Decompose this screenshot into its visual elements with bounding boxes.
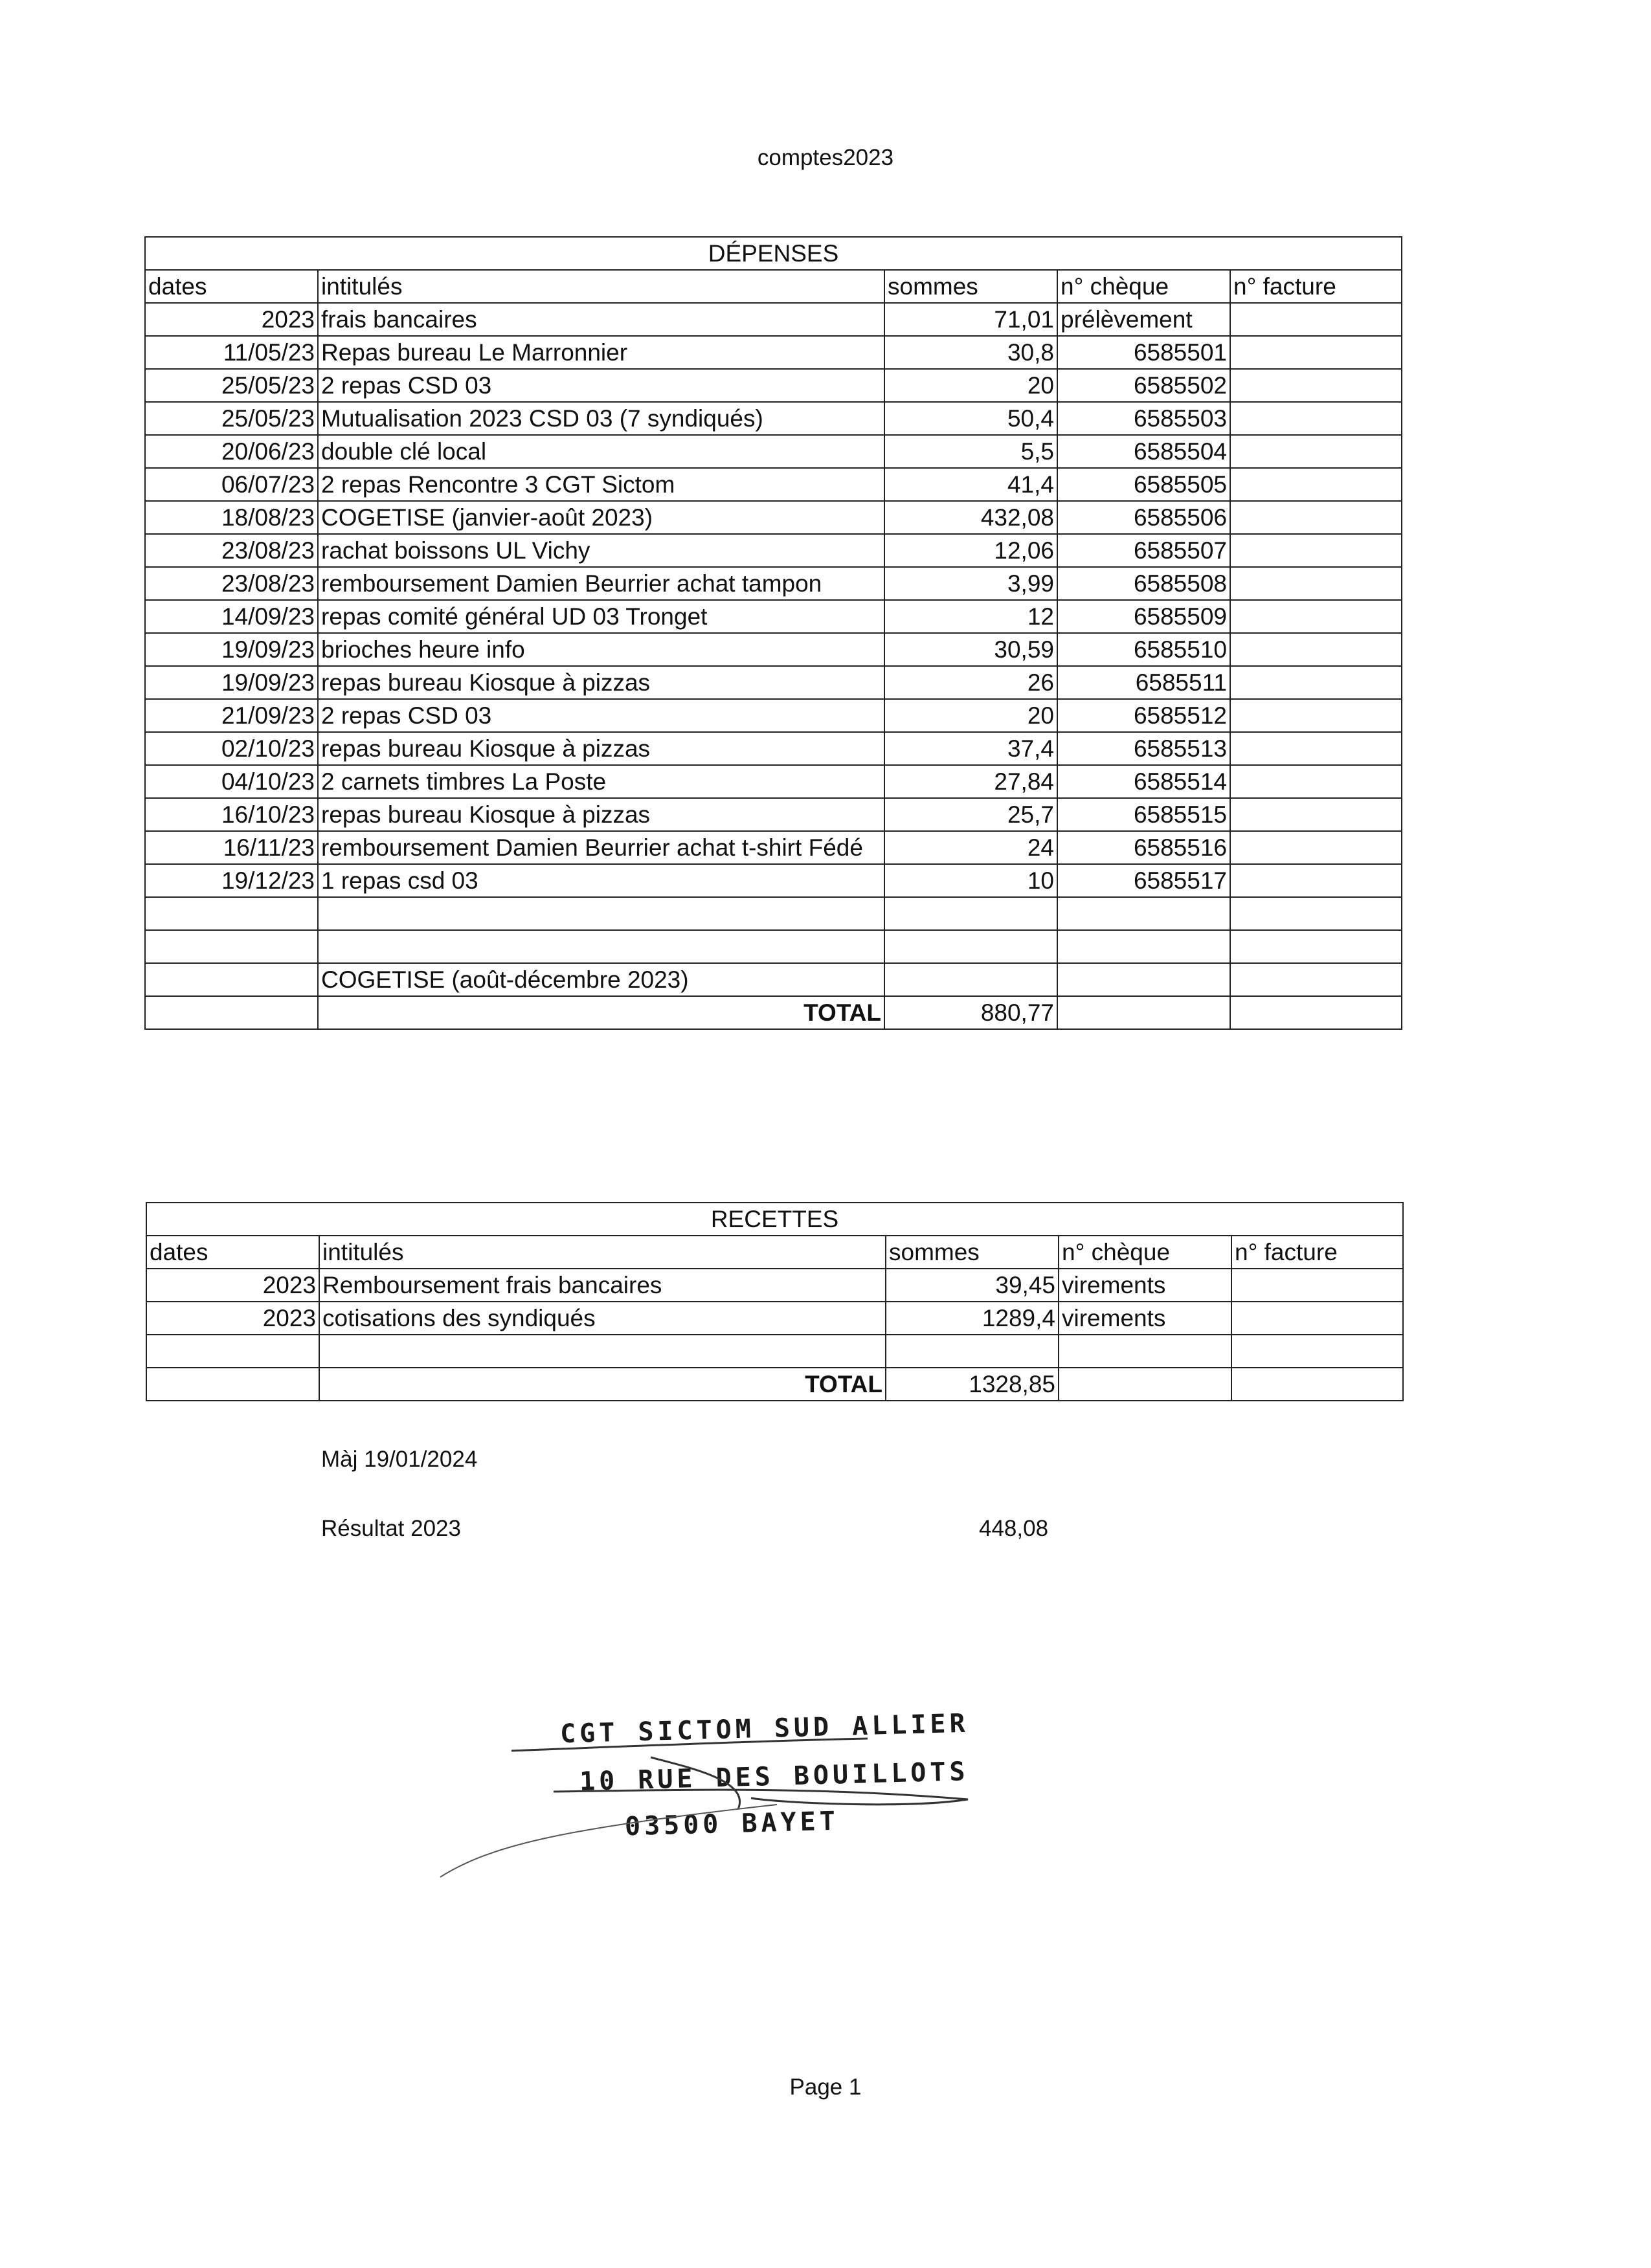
cell-cheque: 6585516 (1057, 831, 1230, 864)
cell-date: 14/09/23 (145, 600, 318, 633)
column-header-dates: dates (146, 1236, 319, 1269)
table-row (145, 666, 1402, 699)
column-header-amounts: sommes (884, 270, 1057, 303)
total-row (145, 996, 1402, 1029)
cell-invoice (1230, 699, 1402, 732)
cell-amount: 30,59 (884, 633, 1057, 666)
cell-amount: 24 (884, 831, 1057, 864)
cell-date: 21/09/23 (145, 699, 318, 732)
cell-cheque: virements (1059, 1302, 1231, 1335)
cell-invoice (1230, 732, 1402, 765)
table-row (145, 930, 1402, 963)
income-title-row (146, 1203, 1403, 1236)
table-row (145, 864, 1402, 897)
income-title: RECETTES (146, 1203, 1403, 1236)
cell-amount: 1289,4 (886, 1302, 1059, 1335)
cell-empty (1059, 1368, 1231, 1401)
cell-invoice (1230, 798, 1402, 831)
cell-date: 23/08/23 (145, 534, 318, 567)
cell-amount: 27,84 (884, 765, 1057, 798)
total-row (146, 1368, 1403, 1401)
cell-invoice (1230, 303, 1402, 336)
cell-date: 25/05/23 (145, 402, 318, 435)
cell-label (318, 930, 884, 963)
cell-invoice (1230, 600, 1402, 633)
cell-date: 23/08/23 (145, 567, 318, 600)
table-row (145, 765, 1402, 798)
cell-cheque: 6585505 (1057, 468, 1230, 501)
cell-cheque: 6585508 (1057, 567, 1230, 600)
cell-date: 16/11/23 (145, 831, 318, 864)
column-header-cheque: n° chèque (1057, 270, 1230, 303)
column-header-amounts: sommes (886, 1236, 1059, 1269)
cell-amount (884, 963, 1057, 996)
expenses-table (144, 236, 1402, 1030)
income-table (146, 1202, 1404, 1401)
cell-amount: 26 (884, 666, 1057, 699)
column-header-invoice: n° facture (1231, 1236, 1403, 1269)
cell-invoice (1230, 336, 1402, 369)
cell-cheque: 6585509 (1057, 600, 1230, 633)
table-row (145, 798, 1402, 831)
cell-cheque: 6585511 (1057, 666, 1230, 699)
total-label: TOTAL (318, 996, 884, 1029)
cell-label: COGETISE (août-décembre 2023) (318, 963, 884, 996)
cell-invoice (1230, 633, 1402, 666)
cell-date: 19/09/23 (145, 666, 318, 699)
cell-label (318, 897, 884, 930)
cell-label: 1 repas csd 03 (318, 864, 884, 897)
table-row (145, 567, 1402, 600)
cell-amount: 71,01 (884, 303, 1057, 336)
cell-amount: 5,5 (884, 435, 1057, 468)
cell-invoice (1230, 666, 1402, 699)
cell-cheque (1057, 930, 1230, 963)
cell-label: cotisations des syndiqués (319, 1302, 886, 1335)
cell-label (319, 1335, 886, 1368)
cell-empty (145, 996, 318, 1029)
income-header-row (146, 1236, 1403, 1269)
cell-amount: 41,4 (884, 468, 1057, 501)
cell-date: 06/07/23 (145, 468, 318, 501)
cell-cheque (1057, 897, 1230, 930)
cell-cheque: 6585504 (1057, 435, 1230, 468)
cell-label: 2 repas CSD 03 (318, 699, 884, 732)
cell-invoice (1230, 435, 1402, 468)
total-value: 880,77 (884, 996, 1057, 1029)
document-title: comptes2023 (757, 145, 894, 170)
cell-label: COGETISE (janvier-août 2023) (318, 501, 884, 534)
cell-cheque: 6585506 (1057, 501, 1230, 534)
cell-invoice (1230, 567, 1402, 600)
cell-label: remboursement Damien Beurrier achat t-shirt Fédé (318, 831, 884, 864)
update-note: Màj 19/01/2024 (321, 1447, 478, 1472)
cell-amount: 39,45 (886, 1269, 1059, 1302)
cell-date (145, 897, 318, 930)
column-header-invoice: n° facture (1230, 270, 1402, 303)
cell-empty (1230, 996, 1402, 1029)
table-row (146, 1302, 1403, 1335)
table-row (145, 468, 1402, 501)
expenses-header-row (145, 270, 1402, 303)
cell-date: 2023 (146, 1302, 319, 1335)
stamp-line-2: 10 RUE DES BOUILLOTS (579, 1757, 970, 1797)
column-header-cheque: n° chèque (1059, 1236, 1231, 1269)
result-label: Résultat 2023 (321, 1516, 461, 1541)
total-label: TOTAL (319, 1368, 886, 1401)
cell-label: repas bureau Kiosque à pizzas (318, 732, 884, 765)
table-row (146, 1269, 1403, 1302)
cell-invoice (1230, 864, 1402, 897)
cell-empty (1231, 1368, 1403, 1401)
table-row (145, 831, 1402, 864)
cell-invoice (1230, 468, 1402, 501)
cell-cheque: 6585503 (1057, 402, 1230, 435)
cell-label: repas comité général UD 03 Tronget (318, 600, 884, 633)
cell-amount: 12 (884, 600, 1057, 633)
cell-amount (884, 897, 1057, 930)
cell-amount: 50,4 (884, 402, 1057, 435)
cell-cheque: 6585514 (1057, 765, 1230, 798)
cell-amount: 30,8 (884, 336, 1057, 369)
expenses-title: DÉPENSES (145, 237, 1402, 270)
cell-amount: 12,06 (884, 534, 1057, 567)
cell-label: Repas bureau Le Marronnier (318, 336, 884, 369)
cell-invoice (1230, 831, 1402, 864)
cell-label: repas bureau Kiosque à pizzas (318, 666, 884, 699)
cell-amount (884, 930, 1057, 963)
stamp-line-1: CGT SICTOM SUD ALLIER (559, 1708, 970, 1750)
cell-cheque: 6585512 (1057, 699, 1230, 732)
cell-label: double clé local (318, 435, 884, 468)
cell-label: Mutualisation 2023 CSD 03 (7 syndiqués) (318, 402, 884, 435)
cell-date: 16/10/23 (145, 798, 318, 831)
column-header-labels: intitulés (318, 270, 884, 303)
page-number: Page 1 (789, 2074, 862, 2100)
cell-date (145, 963, 318, 996)
cell-invoice (1230, 501, 1402, 534)
table-row (145, 435, 1402, 468)
cell-amount: 20 (884, 369, 1057, 402)
expenses-title-row (145, 237, 1402, 270)
column-header-dates: dates (145, 270, 318, 303)
table-row (145, 369, 1402, 402)
cell-invoice (1230, 534, 1402, 567)
table-row (145, 501, 1402, 534)
cell-amount: 10 (884, 864, 1057, 897)
cell-label: Remboursement frais bancaires (319, 1269, 886, 1302)
cell-date: 2023 (145, 303, 318, 336)
table-row (145, 534, 1402, 567)
cell-amount: 432,08 (884, 501, 1057, 534)
cell-amount: 25,7 (884, 798, 1057, 831)
cell-empty (1057, 996, 1230, 1029)
cell-label: frais bancaires (318, 303, 884, 336)
cell-invoice (1230, 930, 1402, 963)
cell-invoice (1230, 402, 1402, 435)
column-header-labels: intitulés (319, 1236, 886, 1269)
cell-empty (146, 1368, 319, 1401)
table-row (145, 897, 1402, 930)
table-row (145, 402, 1402, 435)
table-row (145, 732, 1402, 765)
cell-label: 2 repas CSD 03 (318, 369, 884, 402)
cell-label: repas bureau Kiosque à pizzas (318, 798, 884, 831)
cell-cheque: 6585517 (1057, 864, 1230, 897)
stamp-line-3: 03500 BAYET (624, 1806, 840, 1842)
total-value: 1328,85 (886, 1368, 1059, 1401)
cell-date: 18/08/23 (145, 501, 318, 534)
cell-cheque: 6585515 (1057, 798, 1230, 831)
cell-date: 25/05/23 (145, 369, 318, 402)
cell-amount: 37,4 (884, 732, 1057, 765)
signature-strokes (414, 1689, 984, 1896)
cell-date: 19/12/23 (145, 864, 318, 897)
organization-stamp (414, 1689, 984, 1896)
table-row (145, 699, 1402, 732)
cell-invoice (1230, 897, 1402, 930)
cell-invoice (1231, 1335, 1403, 1368)
cell-amount (886, 1335, 1059, 1368)
cell-cheque: 6585501 (1057, 336, 1230, 369)
cell-cheque: prélèvement (1057, 303, 1230, 336)
table-row (145, 303, 1402, 336)
cell-invoice (1231, 1302, 1403, 1335)
cell-date: 19/09/23 (145, 633, 318, 666)
cell-cheque: virements (1059, 1269, 1231, 1302)
cell-amount: 3,99 (884, 567, 1057, 600)
cell-cheque: 6585507 (1057, 534, 1230, 567)
cell-cheque: 6585510 (1057, 633, 1230, 666)
cell-date: 02/10/23 (145, 732, 318, 765)
cell-date (146, 1335, 319, 1368)
table-row (145, 633, 1402, 666)
cell-date (145, 930, 318, 963)
cell-invoice (1230, 369, 1402, 402)
table-row (145, 336, 1402, 369)
table-row (145, 600, 1402, 633)
cell-date: 2023 (146, 1269, 319, 1302)
cell-label: rachat boissons UL Vichy (318, 534, 884, 567)
cell-label: brioches heure info (318, 633, 884, 666)
cell-invoice (1230, 765, 1402, 798)
cell-cheque: 6585502 (1057, 369, 1230, 402)
cell-cheque (1057, 963, 1230, 996)
cell-invoice (1231, 1269, 1403, 1302)
cell-label: 2 carnets timbres La Poste (318, 765, 884, 798)
cell-cheque (1059, 1335, 1231, 1368)
cell-date: 11/05/23 (145, 336, 318, 369)
cell-cheque: 6585513 (1057, 732, 1230, 765)
result-value: 448,08 (979, 1516, 1049, 1541)
cell-label: 2 repas Rencontre 3 CGT Sictom (318, 468, 884, 501)
cell-date: 04/10/23 (145, 765, 318, 798)
table-row (146, 1335, 1403, 1368)
cell-date: 20/06/23 (145, 435, 318, 468)
table-row (145, 963, 1402, 996)
cell-label: remboursement Damien Beurrier achat tampon (318, 567, 884, 600)
cell-invoice (1230, 963, 1402, 996)
cell-amount: 20 (884, 699, 1057, 732)
